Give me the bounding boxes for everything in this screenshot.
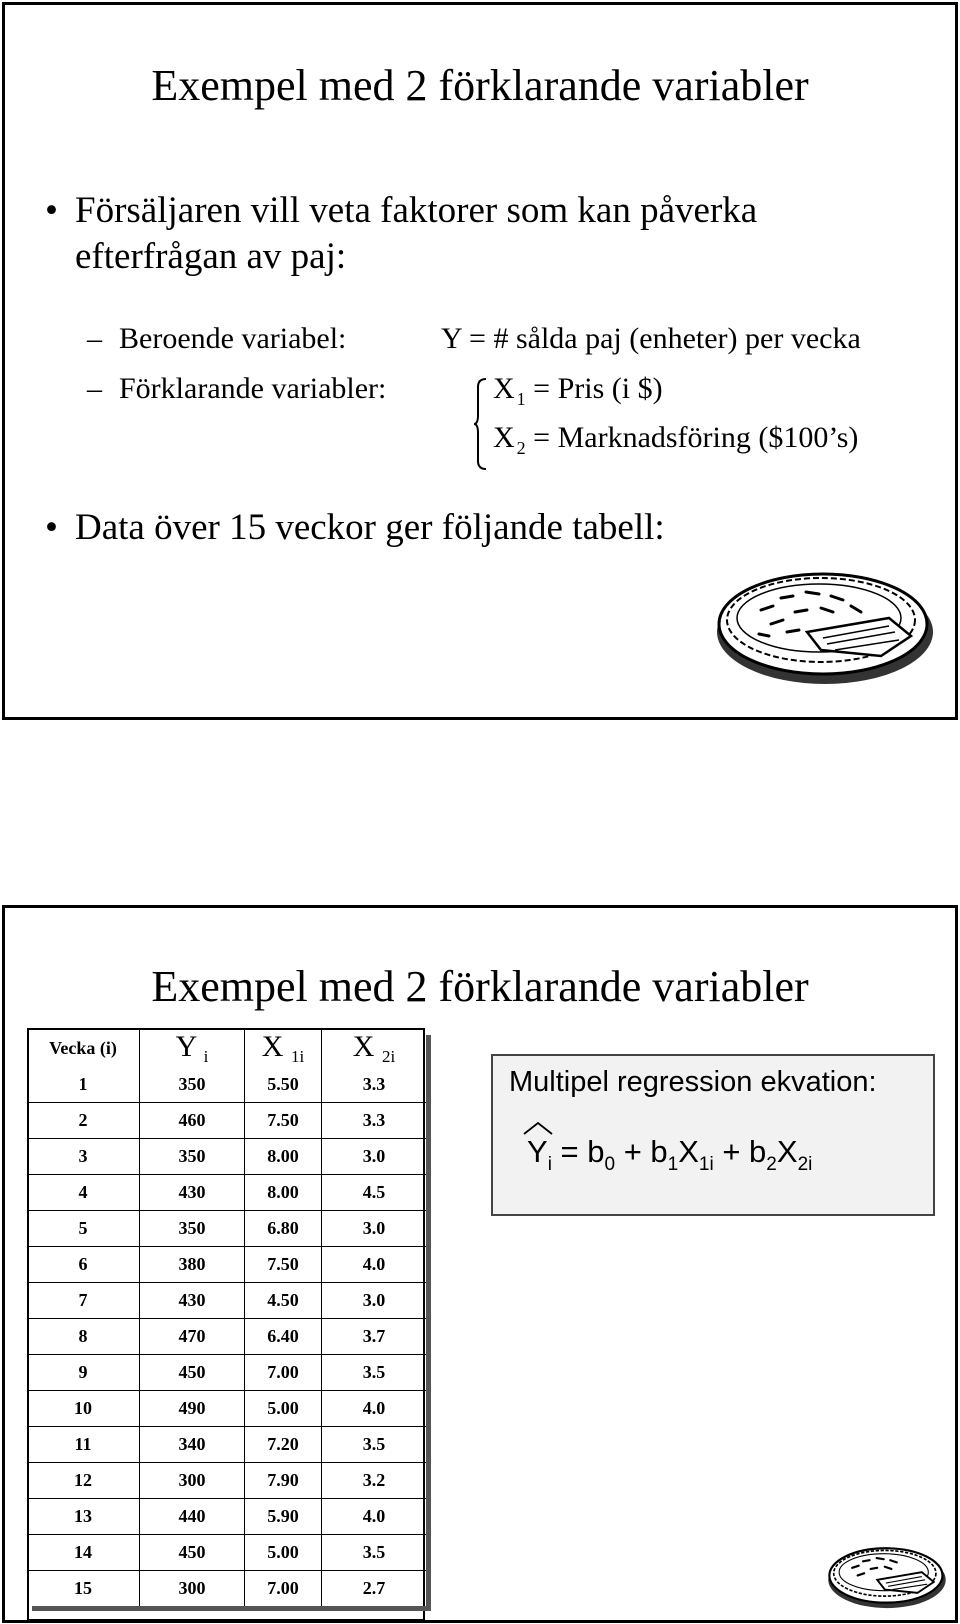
week-cell: 4 [27,1175,140,1211]
header-y: Y $_i$ [140,1030,245,1067]
table-row [27,1283,426,1319]
y-cell: 450 [140,1355,245,1391]
header-x2: X $_{2i}$ [322,1030,427,1067]
x2-cell: 3.3 [322,1103,427,1139]
y-cell: 440 [140,1499,245,1535]
x2-cell: 4.5 [322,1175,427,1211]
pie-icon [825,1538,949,1614]
table-row [27,1571,426,1607]
x1-cell: 8.00 [245,1175,322,1211]
week-cell: 3 [27,1139,140,1175]
x2-cell: 3.3 [322,1067,427,1103]
x1-cell: 5.00 [245,1535,322,1571]
data-table [27,1030,426,1606]
bullet-text-line: efterfrågan av paj: [75,236,347,277]
slide-title: Exempel med 2 förklarande variabler [151,962,809,1011]
x1-cell: 4.50 [245,1283,322,1319]
table-row [27,1427,426,1463]
x1-cell: 7.50 [245,1247,322,1283]
week-cell: 11 [27,1427,140,1463]
x1-symbol: X [493,372,515,405]
bullet-glyph: • [45,190,58,231]
x2-cell: 2.7 [322,1571,427,1607]
table-row [27,1103,426,1139]
x1-cell: 5.50 [245,1067,322,1103]
week-cell: 14 [27,1535,140,1571]
table-row [27,1211,426,1247]
bullet-glyph: • [45,507,58,548]
header-x1: X $_{1i}$ [245,1030,322,1067]
y-cell: 450 [140,1535,245,1571]
table-row [27,1175,426,1211]
x1-cell: 6.80 [245,1211,322,1247]
week-cell: 1 [27,1067,140,1103]
x1-cell: 5.00 [245,1391,322,1427]
week-cell: 10 [27,1391,140,1427]
table-row [27,1499,426,1535]
regression-formula: $Y_i = b_0 + b_1X_{1i} + b_2X_{2i}$ [527,1134,813,1175]
week-cell: 15 [27,1571,140,1607]
x1-cell: 7.50 [245,1103,322,1139]
y-cell: 380 [140,1247,245,1283]
x1-cell: 7.20 [245,1427,322,1463]
week-cell: 8 [27,1319,140,1355]
slide-title: Exempel med 2 förklarande variabler [151,61,809,110]
x2-cell: 4.0 [322,1391,427,1427]
x2-cell: 3.0 [322,1139,427,1175]
week-cell: 12 [27,1463,140,1499]
x2-cell: 3.5 [322,1427,427,1463]
explanatory-variables-label: Förklarande variabler: [119,372,387,405]
bullet-text-line: Försäljaren vill veta faktorer som kan påverka [75,190,758,231]
x1-cell: 7.00 [245,1571,322,1607]
pie-icon [711,560,939,690]
x1-definition [493,372,663,410]
x2-cell: 3.0 [322,1211,427,1247]
week-cell: 2 [27,1103,140,1139]
y-cell: 430 [140,1175,245,1211]
y-cell: 430 [140,1283,245,1319]
sub-bullet-dash: – [87,372,102,405]
y-cell: 350 [140,1211,245,1247]
y-cell: 460 [140,1103,245,1139]
y-cell: 470 [140,1319,245,1355]
x1-subscript: 1 [516,389,526,409]
y-cell: 300 [140,1463,245,1499]
x1-cell: 7.00 [245,1355,322,1391]
y-cell: 300 [140,1571,245,1607]
week-cell: 5 [27,1211,140,1247]
x2-cell: 4.0 [322,1247,427,1283]
equation-title: Multipel regression ekvation: [509,1066,877,1098]
week-cell: 7 [27,1283,140,1319]
dependent-variable-label: Beroende variabel: [119,322,347,355]
x2-symbol: X [493,421,515,454]
curly-brace [473,377,487,471]
y-cell: 490 [140,1391,245,1427]
sub-bullet-dash: – [87,322,102,355]
x2-definition [493,421,858,459]
week-cell: 13 [27,1499,140,1535]
x1-meaning: = Pris (i $) [525,372,663,405]
slide-2 [2,905,958,1623]
y-cell: 340 [140,1427,245,1463]
table-row [27,1355,426,1391]
table-row [27,1067,426,1103]
table-row [27,1319,426,1355]
table-header-row [27,1030,426,1067]
x2-cell: 3.7 [322,1319,427,1355]
header-week: Vecka (i) [27,1030,140,1067]
table-row [27,1391,426,1427]
x1-cell: 7.90 [245,1463,322,1499]
x2-subscript: 2 [516,438,526,458]
dependent-variable-definition: Y = # sålda paj (enheter) per vecka [441,322,861,355]
x1-cell: 5.90 [245,1499,322,1535]
table-row [27,1463,426,1499]
week-cell: 6 [27,1247,140,1283]
x2-cell: 3.5 [322,1535,427,1571]
week-cell: 9 [27,1355,140,1391]
x1-cell: 8.00 [245,1139,322,1175]
table-row [27,1139,426,1175]
x2-cell: 3.5 [322,1355,427,1391]
table-row [27,1247,426,1283]
x2-meaning: = Marknadsföring ($100’s) [525,421,859,454]
y-cell: 350 [140,1139,245,1175]
slide-1 [2,2,958,720]
x2-cell: 4.0 [322,1499,427,1535]
x2-cell: 3.0 [322,1283,427,1319]
table-row [27,1535,426,1571]
x2-cell: 3.2 [322,1463,427,1499]
regression-equation-box [491,1054,935,1216]
x1-cell: 6.40 [245,1319,322,1355]
bullet-text: Data över 15 veckor ger följande tabell: [75,507,665,548]
y-cell: 350 [140,1067,245,1103]
